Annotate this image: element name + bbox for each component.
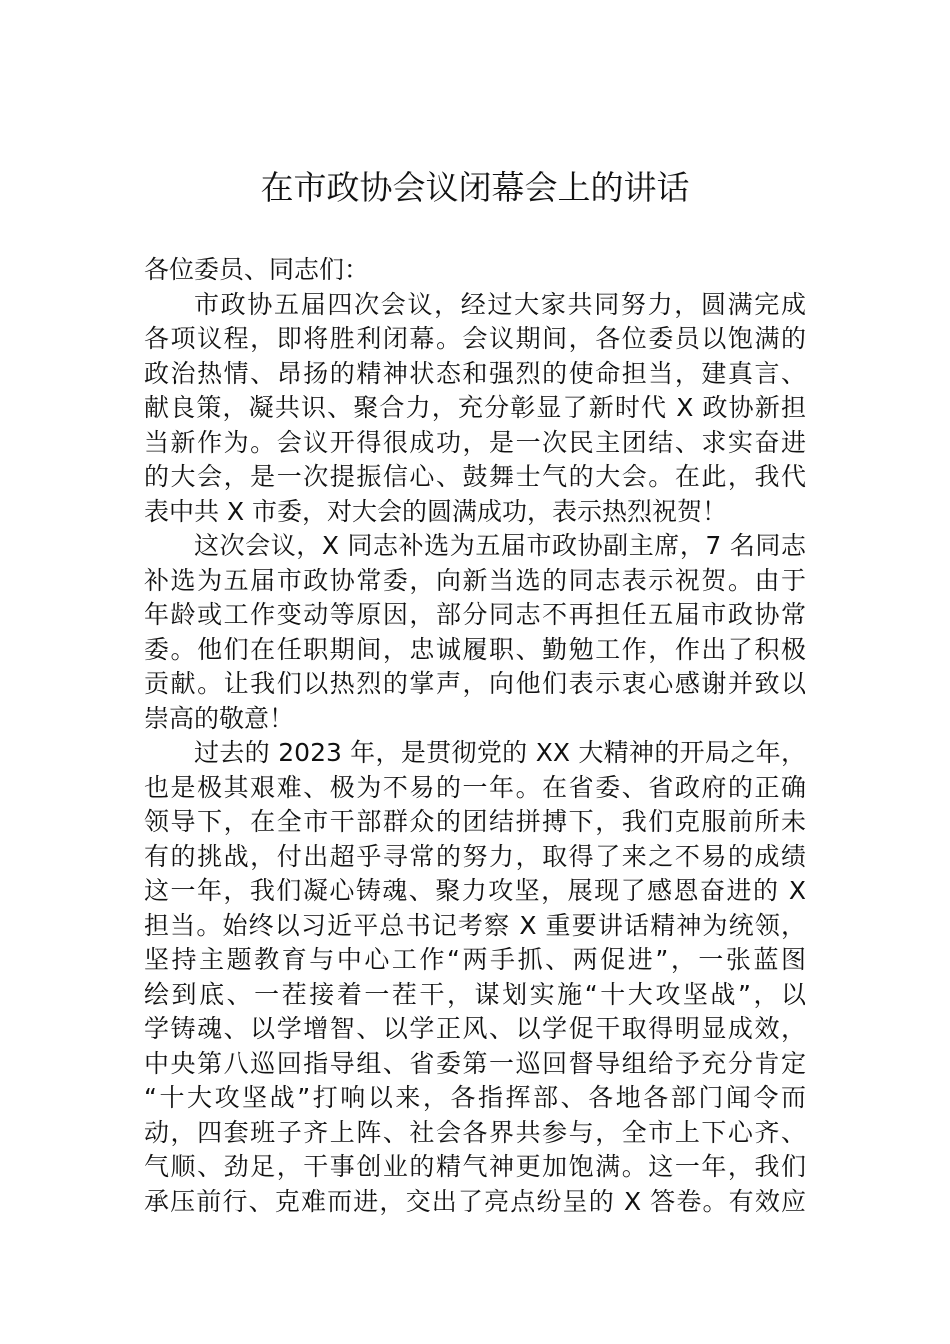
paragraph-line: 补选为五届市政协常委，向新当选的同志表示祝贺。由于 bbox=[144, 565, 806, 595]
paragraph-line: 坚持主题教育与中心工作“两手抓、两促进”，一张蓝图 bbox=[144, 945, 806, 974]
paragraph-line: 气顺、劲足，干事创业的精气神更加饱满。这一年，我们 bbox=[144, 1152, 806, 1181]
paragraph-line: 崇高的敬意！ bbox=[144, 703, 295, 733]
paragraph-line: 这次会议，X 同志补选为五届市政协副主席，7 名同志 bbox=[194, 531, 806, 560]
document-title: 在市政协会议闭幕会上的讲话 bbox=[260, 168, 690, 207]
paragraph-line: 的大会，是一次提振信心、鼓舞士气的大会。在此，我代 bbox=[144, 462, 806, 491]
paragraph-line: 政治热情、昂扬的精神状态和强烈的使命担当，建真言、 bbox=[144, 358, 806, 388]
paragraph-line: 过去的 2023 年，是贯彻党的 XX 大精神的开局之年， bbox=[194, 738, 806, 767]
paragraph-line: 贡献。让我们以热烈的掌声，向他们表示衷心感谢并致以 bbox=[144, 669, 806, 698]
paragraph-line: 年龄或工作变动等原因，部分同志不再担任五届市政协常 bbox=[144, 600, 806, 629]
paragraph-line: 有的挑战，付出超乎寻常的努力，取得了来之不易的成绩 bbox=[144, 841, 806, 871]
paragraph-line: 表中共 X 市委，对大会的圆满成功，表示热烈祝贺！ bbox=[144, 496, 728, 526]
paragraph-line: 学铸魂、以学增智、以学正风、以学促干取得明显成效， bbox=[144, 1014, 806, 1043]
paragraph-line: 当新作为。会议开得很成功，是一次民主团结、求实奋进 bbox=[144, 427, 806, 457]
paragraph-line: 献良策，凝共识、聚合力，充分彰显了新时代 X 政协新担 bbox=[144, 393, 806, 422]
document-body bbox=[144, 253, 806, 1219]
paragraph-line: 也是极其艰难、极为不易的一年。在省委、省政府的正确 bbox=[144, 772, 806, 802]
paragraph-line: 领导下，在全市干部群众的团结拼搏下，我们克服前所未 bbox=[144, 807, 806, 836]
paragraph-line: “十大攻坚战”打响以来，各指挥部、各地各部门闻令而 bbox=[144, 1083, 806, 1112]
paragraph-line: 委。他们在任职期间，忠诚履职、勤勉工作，作出了积极 bbox=[144, 634, 806, 664]
paragraph-line: 绘到底、一茬接着一茬干，谋划实施“十大攻坚战”，以 bbox=[144, 979, 806, 1009]
paragraph-line: 市政协五届四次会议，经过大家共同努力，圆满完成 bbox=[194, 289, 806, 319]
paragraph-line: 这一年，我们凝心铸魂、聚力攻坚，展现了感恩奋进的 X bbox=[144, 876, 806, 905]
paragraph-line: 担当。始终以习近平总书记考察 X 重要讲话精神为统领， bbox=[144, 910, 806, 940]
paragraph-line: 中央第八巡回指导组、省委第一巡回督导组给予充分肯定 bbox=[144, 1048, 806, 1078]
paragraph-line: 各项议程，即将胜利闭幕。会议期间，各位委员以饱满的 bbox=[144, 324, 806, 353]
salutation: 各位委员、同志们： bbox=[144, 255, 370, 284]
paragraph-line: 动，四套班子齐上阵、社会各界共参与，全市上下心齐、 bbox=[144, 1117, 806, 1147]
paragraph-line: 承压前行、克难而进，交出了亮点纷呈的 X 答卷。有效应 bbox=[144, 1186, 806, 1216]
